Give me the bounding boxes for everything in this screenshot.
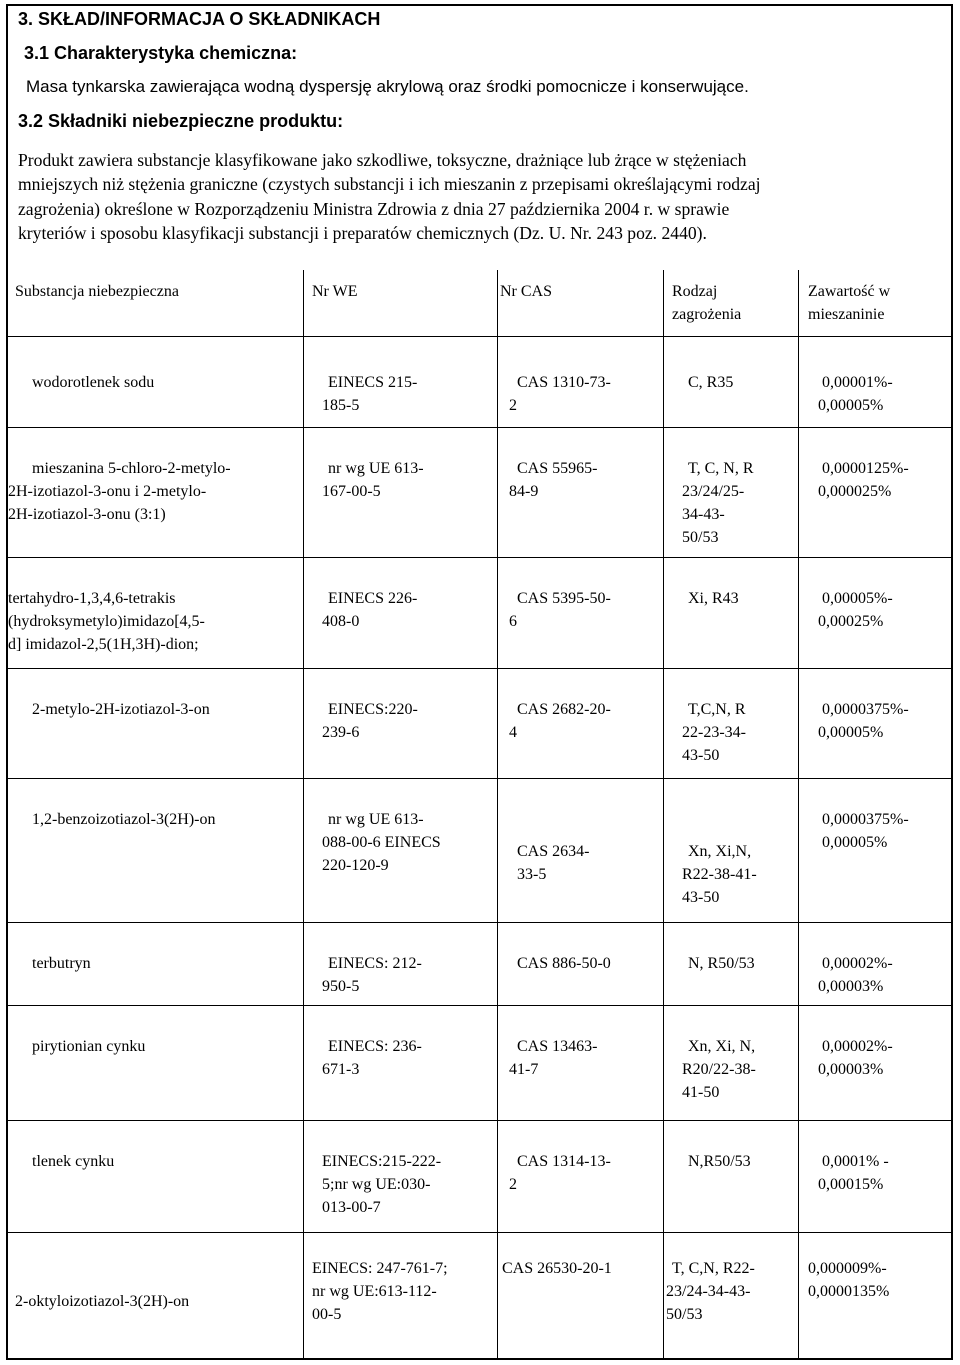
cell-line: 22-23-34- [682,724,746,741]
cell-line: EINECS 215- [328,374,418,391]
cell-content [818,1150,889,1196]
column-divider [798,270,799,1360]
cell-hazard [682,457,754,549]
cell-line: terbutryn [32,955,91,972]
cell-content [822,808,909,854]
cell-nr-we [322,1150,441,1219]
header-nr-cas [500,280,552,303]
cell-substance [32,952,91,975]
header-content [808,280,890,326]
cell-nr-cas [509,371,611,417]
cell-nr-we [322,952,422,998]
cell-nr-cas [509,587,611,633]
cell-content [818,371,893,417]
cell-nr-we [312,1257,448,1326]
header-line: zagrożenia [672,306,742,323]
cell-content [818,457,909,503]
cell-line: 088-00-6 EINECS [322,834,441,851]
cell-line: 23/24/25- [682,483,745,500]
cell-line: CAS 2682-20- [517,701,611,718]
cell-line: CAS 1314-13- [517,1153,611,1170]
header-line: Nr CAS [500,283,553,300]
cell-line: 0,00005%- [822,590,893,607]
chemical-description: Masa tynkarska zawierająca wodną dyspersję akrylową oraz środki pomocnicze i konserwujące. [26,77,749,96]
cell-substance [8,587,205,656]
cell-line: CAS 1310-73- [517,374,611,391]
cell-line: N,R50/53 [688,1153,751,1170]
cell-substance [8,457,231,526]
cell-content [808,1257,889,1303]
cell-nr-cas [509,698,611,744]
cell-line: 167-00-5 [322,483,381,500]
cell-line: R22-38-41- [682,866,757,883]
cell-line: 013-00-7 [322,1199,381,1216]
paragraph-line: kryteriów i sposobu klasyfikacji substancji i preparatów chemicznych (Dz. U. Nr. 243 poz. 2440). [18,222,707,243]
cell-line: 239-6 [322,724,360,741]
cell-nr-cas [517,840,589,886]
cell-line: 2 [509,1176,517,1193]
cell-line: EINECS:220- [328,701,418,718]
cell-nr-we [322,1035,422,1081]
cell-line: CAS 55965- [517,460,598,477]
row-divider [8,1005,951,1006]
cell-line: 23/24-34-43- [666,1283,751,1300]
cell-line: d] imidazol-2,5(1H,3H)-dion; [8,636,199,653]
cell-line: 0,000025% [818,483,892,500]
cell-line: 0,00005% [818,397,884,414]
row-divider [8,336,951,337]
cell-hazard [666,1257,755,1326]
header-line: Nr WE [312,283,358,300]
cell-line: pirytionian cynku [32,1038,146,1055]
cell-line: 0,0000125%- [822,460,909,477]
cell-line: 950-5 [322,978,360,995]
cell-line: T, C, N, R [688,460,754,477]
cell-hazard [682,1035,756,1104]
cell-line: nr wg UE:613-112- [312,1283,437,1300]
cell-line: CAS 13463- [517,1038,598,1055]
cell-line: 50/53 [666,1306,703,1323]
cell-hazard [682,840,757,909]
cell-substance [32,1150,114,1173]
cell-nr-we [322,587,418,633]
cell-line: 43-50 [682,889,720,906]
row-divider [8,922,951,923]
header-line: Rodzaj [672,283,718,300]
cell-hazard [688,371,733,394]
cell-line: 0,00002%- [822,955,893,972]
cell-line: 220-120-9 [322,857,389,874]
cell-line: EINECS 226- [328,590,418,607]
cell-line: nr wg UE 613- [328,811,424,828]
cell-line: CAS 886-50-0 [517,955,611,972]
cell-line: T, C,N, R22- [672,1260,755,1277]
cell-content [818,952,893,998]
row-divider [8,668,951,669]
cell-line: 41-50 [682,1084,720,1101]
cell-line: 0,000009%- [808,1260,887,1277]
cell-substance [32,698,210,721]
cell-line: 00-5 [312,1306,342,1323]
cell-line: 2-oktyloizotiazol-3(2H)-on [15,1293,190,1310]
cell-substance [32,1035,145,1058]
cell-line: 2H-izotiazol-3-onu i 2-metylo- [8,483,207,500]
cell-line: 0,00005% [822,834,888,851]
cell-line: 5;nr wg UE:030- [322,1176,431,1193]
cell-line: T,C,N, R [688,701,746,718]
cell-content [818,587,893,633]
cell-nr-we [322,698,418,744]
cell-hazard [688,1150,751,1173]
cell-line: CAS 26530-20-1 [502,1260,612,1277]
row-divider [8,427,951,428]
cell-line: 0,00001%- [822,374,893,391]
cell-hazard [682,698,746,767]
cell-nr-we [322,457,424,503]
cell-line: wodorotlenek sodu [32,374,155,391]
cell-line: 0,00015% [818,1176,884,1193]
section-title: 3. SKŁAD/INFORMACJA O SKŁADNIKACH [18,9,381,29]
cell-nr-cas [509,1150,611,1196]
subsection-hazardous-title: 3.2 Składniki niebezpieczne produktu: [18,111,344,131]
cell-line: 0,00003% [818,978,884,995]
cell-line: 185-5 [322,397,360,414]
cell-line: CAS 2634- [517,843,590,860]
cell-line: 4 [509,724,517,741]
paragraph-line: mniejszych niż stężenia graniczne (czystych substancji i ich mieszanin z przepisami określającymi rodzaj [18,174,761,195]
cell-line: 34-43- [682,506,725,523]
cell-line: 2-metylo-2H-izotiazol-3-on [32,701,210,718]
header-line: Zawartość w [808,283,891,300]
cell-line: 33-5 [517,866,547,883]
header-line: mieszaninie [808,306,885,323]
cell-line: 671-3 [322,1061,360,1078]
cell-line: 0,0000375%- [822,811,909,828]
cell-nr-we [322,808,441,877]
cell-nr-cas [517,952,611,975]
cell-line: tlenek cynku [32,1153,115,1170]
cell-line: 408-0 [322,613,360,630]
cell-line: 0,0000375%- [822,701,909,718]
cell-line: 2 [509,397,517,414]
cell-line: 41-7 [509,1061,539,1078]
cell-substance [15,1290,189,1313]
cell-line: tertahydro-1,3,4,6-tetrakis [8,590,176,607]
cell-line: 2H-izotiazol-3-onu (3:1) [8,506,166,523]
cell-line: EINECS:215-222- [322,1153,442,1170]
cell-line: N, R50/53 [688,955,755,972]
cell-line: Xn, Xi, N, [688,1038,756,1055]
paragraph-line: Produkt zawiera substancje klasyfikowane jako szkodliwe, toksyczne, drażniące lub żrące w stężeniach [18,150,747,170]
cell-line: EINECS: 212- [328,955,422,972]
header-hazard [672,280,741,326]
cell-line: CAS 5395-50- [517,590,611,607]
row-divider [8,778,951,779]
cell-line: EINECS: 247-761-7; [312,1260,448,1277]
cell-line: R20/22-38- [682,1061,756,1078]
cell-line: 43-50 [682,747,720,764]
row-divider [8,1120,951,1121]
cell-nr-cas [509,1035,598,1081]
cell-line: 0,00003% [818,1061,884,1078]
cell-content [818,1035,893,1081]
column-divider [497,270,498,1360]
subsection-chemical-title: 3.1 Charakterystyka chemiczna: [24,43,298,63]
cell-line: EINECS: 236- [328,1038,422,1055]
cell-line: nr wg UE 613- [328,460,424,477]
cell-line: (hydroksymetylo)imidazo[4,5- [8,613,205,630]
cell-line: 0,00025% [818,613,884,630]
row-divider [8,557,951,558]
cell-line: 0,00005% [818,724,884,741]
cell-substance [32,371,154,394]
header-line: Substancja niebezpieczna [15,283,179,300]
cell-line: 0,00002%- [822,1038,893,1055]
cell-line: 84-9 [509,483,539,500]
cell-line: Xn, Xi,N, [688,843,752,860]
header-substance [15,280,179,303]
row-divider [8,1232,951,1233]
header-nr-we [312,280,357,303]
cell-line: 0,0001% - [822,1153,889,1170]
cell-hazard [688,952,755,975]
cell-substance [32,808,215,831]
cell-line: 50/53 [682,529,719,546]
cell-line: C, R35 [688,374,734,391]
cell-line: 6 [509,613,517,630]
cell-line: Xi, R43 [688,590,739,607]
cell-line: 1,2-benzoizotiazol-3(2H)-on [32,811,216,828]
cell-nr-we [322,371,418,417]
hazardous-paragraph [18,148,943,245]
cell-nr-cas [502,1257,612,1280]
cell-content [818,698,909,744]
column-divider [663,270,664,1360]
cell-line: mieszanina 5-chloro-2-metylo- [32,460,231,477]
cell-line: 0,0000135% [808,1283,890,1300]
column-divider [303,270,304,1360]
cell-nr-cas [509,457,598,503]
cell-hazard [688,587,739,610]
paragraph-line: zagrożenia) określone w Rozporządzeniu Ministra Zdrowia z dnia 27 października 2004 r. w sprawie [18,198,730,219]
